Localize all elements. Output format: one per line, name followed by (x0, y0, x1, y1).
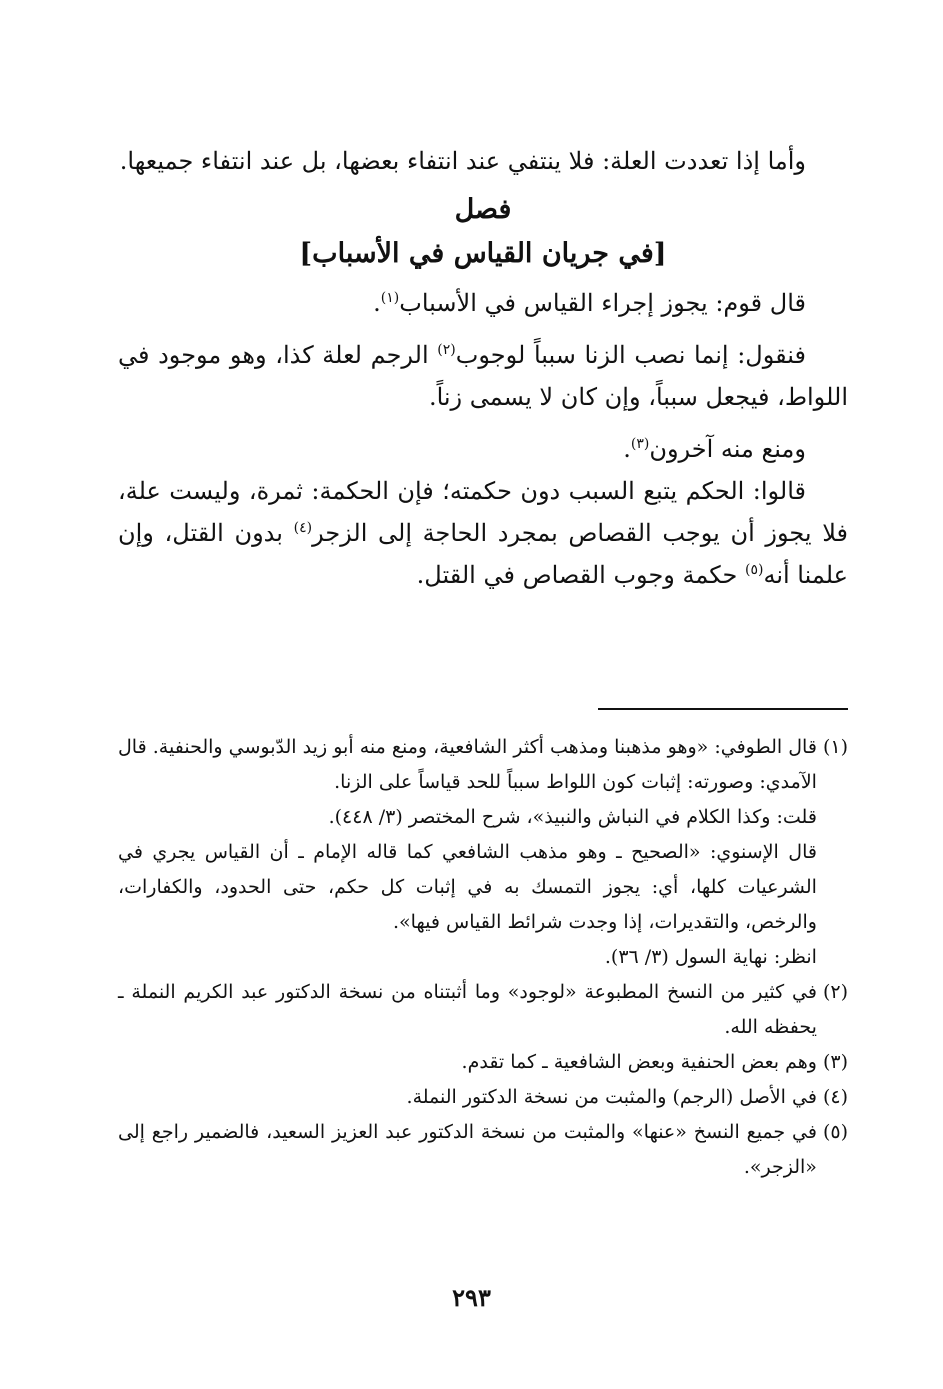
footnotes (118, 730, 848, 1185)
footnote-line: قلت: وكذا الكلام في النباش والنبيذ»، شرح المختصر (٣/ ٤٤٨). (328, 806, 817, 828)
footnote-number: (٢) (822, 981, 848, 1003)
footnote-line: في الأصل (الرجم) والمثبت من نسخة الدكتور النملة. (406, 1086, 817, 1108)
footnote-number: (٤) (822, 1086, 848, 1108)
paragraph-5-text-b: بدون القتل، وإن علمنا أنه (118, 519, 848, 589)
footnote-5 (118, 1115, 848, 1185)
footnote-1 (118, 730, 848, 975)
paragraph-5 (118, 470, 848, 596)
paragraph-4-end: . (623, 435, 631, 463)
page-number: ٢٩٣ (452, 1283, 491, 1312)
footnote-line: قال الطوفي: «وهو مذهبنا ومذهب أكثر الشافعية، ومنع منه أبو زيد الدّبوسي والحنفية. قال الآمدي: وصورته: إثبات كون اللواط سبباً للحد قياساً على الزنا. (118, 736, 817, 793)
main-text (118, 140, 848, 596)
footnote-ref-4[interactable]: (٤) (293, 520, 313, 536)
footnote-line: في جميع النسخ «عنها» والمثبت من نسخة الدكتور عبد العزيز السعيد، فالضمير راجع إلى «الزجر». (118, 1121, 817, 1178)
paragraph-2-text: قال قوم: يجوز إجراء القياس في الأسباب (399, 289, 806, 317)
footnote-3 (118, 1045, 848, 1080)
footnote-ref-5[interactable]: (٥) (744, 562, 764, 578)
paragraph-3 (118, 334, 848, 418)
paragraph-3-text-b: الرجم لعلة كذا، وهو موجود في اللواط، فيجعل سبباً، وإن كان لا يسمى زناً. (118, 341, 848, 411)
footnote-ref-3[interactable]: (٣) (630, 436, 650, 452)
footnote-ref-1[interactable]: (١) (380, 290, 400, 306)
section-subheading: [في جريان القياس في الأسباب] (299, 238, 667, 269)
footnote-line: وهم بعض الحنفية وبعض الشافعية ـ كما تقدم. (461, 1051, 817, 1073)
paragraph-2 (118, 282, 848, 324)
paragraph-4-text: ومنع منه آخرون (649, 435, 806, 463)
paragraph-3-text-a: فنقول: إنما نصب الزنا سبباً لوجوب (455, 341, 806, 369)
footnote-number: (٥) (822, 1121, 848, 1143)
paragraph-5-text-a: قالوا: الحكم يتبع السبب دون حكمته؛ فإن الحكمة: ثمرة، وليست علة، فلا يجوز أن يوجب القصاص بمجرد الحاجة إلى الزجر (118, 477, 848, 547)
footnote-line: قال الإسنوي: «الصحيح ـ وهو مذهب الشافعي كما قاله الإمام ـ أن القياس يجري في الشرعيات كلها، أي: يجوز التمسك به في إثبات كل حكم، حتى الحدود، والكفارات، والرخص، والتقديرات، إذا وجدت شرائط القياس فيها». (118, 841, 817, 933)
paragraph-1-text: وأما إذا تعددت العلة: فلا ينتفي عند انتفاء بعضها، بل عند انتفاء جميعها. (119, 147, 806, 175)
footnote-divider (598, 708, 848, 710)
footnote-number: (١) (822, 736, 848, 758)
paragraph-2-end: . (373, 289, 381, 317)
footnote-number: (٣) (822, 1051, 848, 1073)
footnote-2 (118, 975, 848, 1045)
footnote-line: في كثير من النسخ المطبوعة «لوجود» وما أثبتناه من نسخة الدكتور عبد الكريم النملة ـ يحفظه الله. (118, 981, 817, 1038)
paragraph-4 (118, 428, 848, 470)
paragraph-5-text-c: حكمة وجوب القصاص في القتل. (416, 561, 745, 589)
footnote-line: انظر: نهاية السول (٣/ ٣٦). (604, 946, 817, 968)
footnote-4 (118, 1080, 848, 1115)
paragraph-1 (118, 140, 848, 182)
footnote-ref-2[interactable]: (٢) (437, 342, 456, 358)
section-heading: فصل (454, 194, 512, 225)
